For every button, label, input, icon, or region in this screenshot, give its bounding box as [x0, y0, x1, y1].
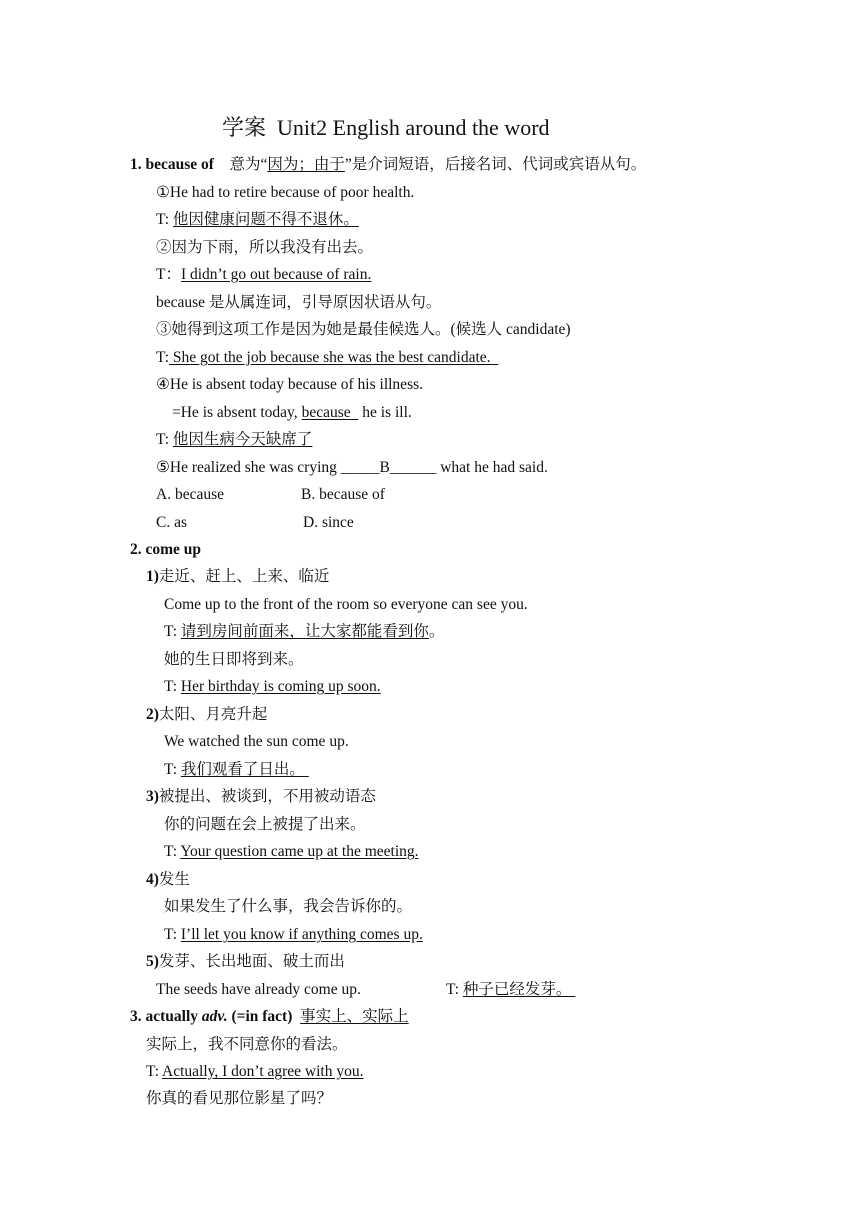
- option-b: B. because of: [301, 486, 385, 503]
- come-up-translation-6-line: [446, 980, 575, 1000]
- translation-label: T:: [164, 678, 181, 695]
- meaning-2: [146, 705, 267, 725]
- translation-label: T:: [164, 843, 181, 860]
- meaning-text: 发生: [158, 871, 190, 888]
- translation-2-line: [156, 265, 371, 285]
- come-up-example-4: 你的问题在会上被提了出来。: [164, 816, 366, 833]
- section-3-synonym: (=in fact): [227, 1008, 293, 1025]
- section-3-meaning: 事实上、实际上: [300, 1008, 409, 1025]
- example-4: ④He is absent today because of his illness.: [156, 376, 424, 393]
- example-2: ②因为下雨，所以我没有出去。: [156, 239, 374, 256]
- section-1-desc-b: ”是介词短语，后接名词、代词或宾语从句。: [344, 156, 647, 173]
- translation-3: She got the job because she was the best candidate.: [169, 349, 491, 366]
- part-of-speech: adv.: [201, 1008, 228, 1025]
- actually-translation-1: Actually, I don’t agree with you.: [162, 1063, 364, 1080]
- meaning-3: [146, 787, 376, 807]
- section-3-heading-line: [130, 1007, 409, 1027]
- actually-translation-1-line: [146, 1062, 363, 1082]
- meaning-number: 5): [146, 953, 159, 970]
- section-1-desc-underlined: 因为；由于: [267, 156, 345, 173]
- meaning-text: 太阳、月亮升起: [158, 706, 268, 723]
- section-2-heading: 2. come up: [130, 541, 202, 558]
- translation-label: T:: [164, 623, 181, 640]
- meaning-text: 被提出、被谈到，不用被动语态: [158, 788, 376, 805]
- option-d: D. since: [303, 514, 354, 531]
- option-a: A. because: [156, 486, 224, 503]
- section-3-heading: 3. actually: [130, 1008, 202, 1025]
- come-up-translation-3: 我们观看了日出。: [180, 761, 305, 778]
- come-up-translation-1: 请到房间前面来，让大家都能看到你: [180, 623, 429, 640]
- title-english: Unit2 English around the word: [277, 115, 550, 140]
- section-1-heading: 1. because of: [130, 156, 214, 173]
- actually-example-2: 你真的看见那位影星了吗？: [146, 1090, 333, 1107]
- come-up-translation-5: I’ll let you know if anything comes up.: [180, 926, 423, 943]
- come-up-translation-1-line: [164, 622, 444, 642]
- section-1-desc-a: 意为“: [229, 156, 268, 173]
- translation-label: T:: [446, 981, 463, 998]
- meaning-4: [146, 870, 190, 890]
- come-up-translation-6: 种子已经发芽。: [462, 981, 572, 998]
- translation-label: T:: [164, 926, 181, 943]
- example-4-rewrite: [172, 403, 412, 423]
- translation-label: T:: [164, 761, 181, 778]
- meaning-number: 1): [146, 568, 159, 585]
- translation-3-line: [156, 348, 498, 368]
- title-chinese: 学案: [222, 115, 267, 140]
- meaning-number: 2): [146, 706, 159, 723]
- come-up-translation-4: Your question came up at the meeting.: [180, 843, 419, 860]
- meaning-5: [146, 952, 345, 972]
- come-up-example-6: The seeds have already come up.: [156, 981, 361, 998]
- translation-label: T:: [156, 431, 173, 448]
- translation-4-line: [156, 430, 312, 450]
- example-3: ③她得到这项工作是因为她是最佳候选人。(候选人 candidate): [156, 321, 571, 338]
- because-note: because 是从属连词，引导原因状语从句。: [156, 294, 442, 311]
- translation-2: I didn’t go out because of rain.: [180, 266, 372, 283]
- come-up-example-1: Come up to the front of the room so everyone can see you.: [164, 596, 528, 613]
- come-up-translation-3-line: [164, 760, 309, 780]
- come-up-example-5: 如果发生了什么事，我会告诉你的。: [164, 898, 413, 915]
- meaning-number: 3): [146, 788, 159, 805]
- translation-end-punct: 。: [428, 623, 445, 640]
- translation-label: T：: [156, 266, 181, 283]
- meaning-text: 走近、赶上、上来、临近: [158, 568, 330, 585]
- question-5: ⑤He realized she was crying _____B______ what he had said.: [156, 459, 548, 476]
- come-up-example-3: We watched the sun come up.: [164, 733, 349, 750]
- come-up-translation-2: Her birthday is coming up soon.: [180, 678, 381, 695]
- section-1-heading-line: [130, 155, 646, 175]
- come-up-translation-4-line: [164, 842, 419, 862]
- rewrite-answer: because: [301, 404, 351, 421]
- actually-example-1: 实际上，我不同意你的看法。: [146, 1036, 348, 1053]
- come-up-translation-5-line: [164, 925, 423, 945]
- come-up-example-2: 她的生日即将到来。: [164, 651, 304, 668]
- come-up-translation-2-line: [164, 677, 381, 697]
- rewrite-part-b: he is ill.: [358, 404, 412, 421]
- example-1: ①He had to retire because of poor health.: [156, 184, 415, 201]
- meaning-text: 发芽、长出地面、破土而出: [158, 953, 345, 970]
- document-title: [222, 114, 550, 142]
- meaning-number: 4): [146, 871, 159, 888]
- translation-1: 他因健康问题不得不退休。: [172, 211, 359, 228]
- translation-label: T:: [156, 211, 173, 228]
- meaning-1: [146, 567, 329, 587]
- rewrite-part-a: =He is absent today,: [172, 404, 302, 421]
- translation-4: 他因生病今天缺席了: [172, 431, 313, 448]
- translation-1-line: [156, 210, 359, 230]
- translation-label: T:: [156, 349, 170, 366]
- option-c: C. as: [156, 514, 187, 531]
- translation-label: T:: [146, 1063, 163, 1080]
